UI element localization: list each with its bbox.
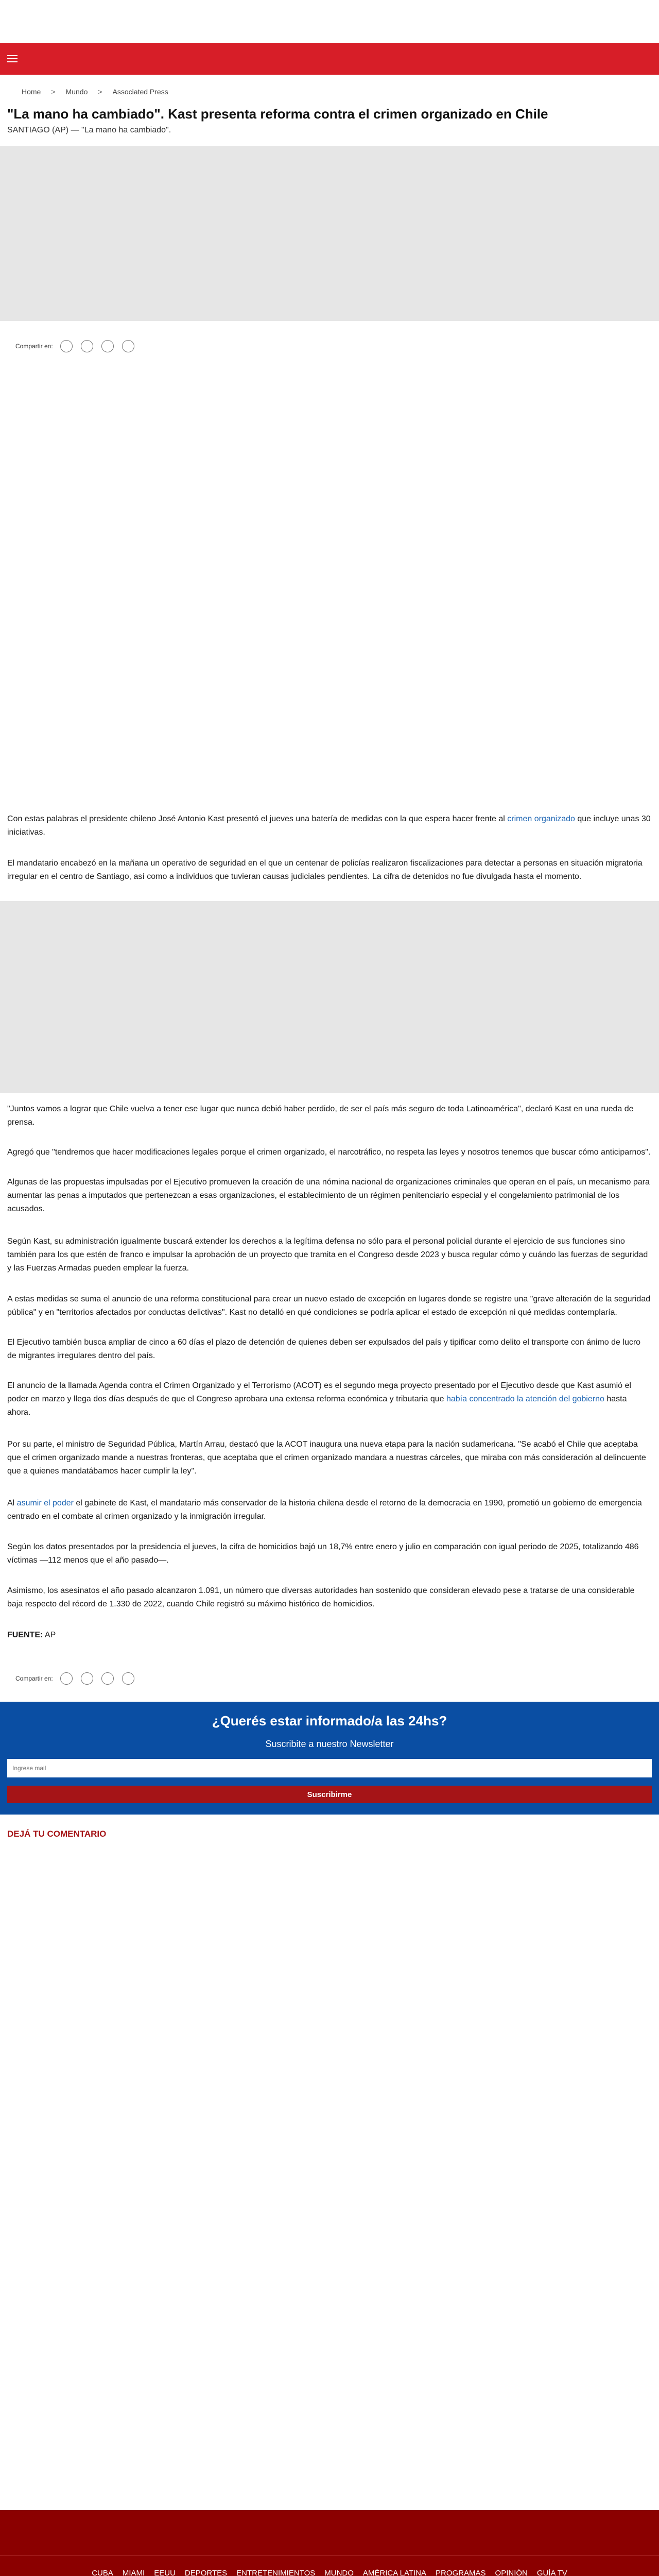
footer-nav-opinion[interactable]: OPINIÓN [495, 2569, 528, 2576]
facebook-icon[interactable] [60, 1672, 73, 1685]
breadcrumb-separator: > [98, 88, 102, 96]
footer-nav-guia-tv[interactable]: GUÍA TV [536, 2569, 567, 2576]
share-label: Compartir en: [15, 1675, 53, 1682]
whatsapp-icon[interactable] [101, 1672, 114, 1685]
featured-media [0, 146, 659, 321]
footer-nav-mundo[interactable]: MUNDO [324, 2569, 354, 2576]
article-paragraph: Según Kast, su administración igualmente buscará extender los derechos a la legítima defensa no sólo para el personal policial durante el ejercicio de sus funciones sino también para los que estén de franco e impulsar la aprobación de un proyecto que tramita en el Congreso desde 2023 y busca regular cómo y cuándo las fuerzas de seguridad y las Fuerzas Armadas pueden emplear la fuerza. [7, 1237, 648, 1273]
footer-nav-entretenimientos[interactable]: ENTRETENIMIENTOS [236, 2569, 316, 2576]
facebook-icon[interactable] [60, 340, 73, 352]
article-paragraph: "Juntos vamos a lograr que Chile vuelva a tener ese lugar que nunca debió haber perdido, de ser el país más seguro de toda Latinoamérica", declaró Kast en una rueda de prensa. [7, 1105, 634, 1127]
footer-nav-miami[interactable]: MIAMI [122, 2569, 145, 2576]
article-paragraph: Agregó que "tendremos que hacer modificaciones legales porque el crimen organizado, el narcotráfico, no respeta las leyes y nosotros tenemos que buscar cómo anticiparnos". [7, 1148, 651, 1157]
hamburger-icon[interactable] [7, 55, 18, 62]
twitter-icon[interactable] [81, 340, 93, 352]
article-paragraph: El mandatario encabezó en la mañana un operativo de seguridad en el que un centenar de policías realizaron fiscalizaciones para detectar a personas en situación migratoria irregular en el centro de Santiago, así como a individuos que tuvieran causas judiciales pendientes. La cifra de detenidos no fue divulgada hasta el momento. [7, 859, 643, 881]
newsletter-title: ¿Querés estar informado/a las 24hs? [212, 1713, 447, 1728]
article-title: "La mano ha cambiado". Kast presenta reforma contra el crimen organizado en Chile [7, 106, 548, 122]
site-header [0, 43, 659, 75]
inline-link[interactable]: crimen organizado [507, 815, 575, 823]
footer-nav-america-latina[interactable]: AMÉRICA LATINA [362, 2569, 427, 2576]
breadcrumb-home[interactable]: Home [22, 88, 41, 96]
footer-nav-programas[interactable]: PROGRAMAS [436, 2569, 486, 2576]
article-source [7, 1631, 56, 1640]
inline-link[interactable]: asumir el poder [16, 1499, 74, 1507]
top-spacer [0, 0, 659, 43]
article-paragraph: Al asumir el poder el gabinete de Kast, el mandatario más conservador de la historia chilena desde el retorno de la democracia en 1990, prometió un gobierno de emergencia centrado en el combate al crimen organizado y la inmigración irregular. [7, 1499, 642, 1521]
footer-nav-cuba[interactable]: CUBA [92, 2569, 113, 2576]
inline-link[interactable]: había concentrado la atención del gobierno [446, 1395, 604, 1403]
breadcrumb-associated-press[interactable]: Associated Press [112, 88, 168, 96]
whatsapp-icon[interactable] [101, 340, 114, 352]
inline-media [0, 901, 659, 1093]
breadcrumb-separator: > [51, 88, 56, 96]
comments-title: DEJÁ TU COMENTARIO [7, 1829, 107, 1839]
source-label: FUENTE: [7, 1631, 43, 1639]
footer-nav [0, 2569, 659, 2576]
article-paragraph: Por su parte, el ministro de Seguridad Pública, Martín Arrau, destacó que la ACOT inaugura una nueva etapa para la nación sudamericana. "Se acabó el Chile que aceptaba que el crimen organizado mande a nuestras fronteras, que aceptaba que el crimen organizado mandara a nuestras cárceles, que miraba con más consideración al delincuente que a quienes mandatábamos hacer cumplir la ley". [7, 1440, 646, 1476]
article-paragraph: El anuncio de la llamada Agenda contra el Crimen Organizado y el Terrorismo (ACOT) es el segundo mega proyecto presentado por el Ejecutivo desde que Kast asumió el poder en marzo y llega dos días después de que el Congreso aprobara una extensa reforma económica y tributaria que había concentrado la atención del gobierno hasta ahora. [7, 1381, 631, 1417]
newsletter-panel [0, 1702, 659, 1815]
newsletter-email-input[interactable] [7, 1759, 652, 1777]
breadcrumb [22, 88, 168, 96]
article-paragraph: Algunas de las propuestas impulsadas por el Ejecutivo promueven la creación de una nómina nacional de organizaciones criminales que operan en el país, un mecanismo para aumentar las penas a imputados que pertenezcan a esas organizaciones, el establecimiento de un régimen penitenciario especial y el congelamiento patrimonial de los acusados. [7, 1178, 650, 1213]
newsletter-subtitle: Suscribite a nuestro Newsletter [265, 1739, 394, 1749]
source-value: AP [44, 1631, 56, 1639]
site-footer [0, 2510, 659, 2576]
article-paragraph: Con estas palabras el presidente chileno José Antonio Kast presentó el jueves una batería de medidas con la que espera hacer frente al crimen organizado que incluye unas 30 iniciativas. [7, 815, 651, 837]
article-paragraph: Asimismo, los asesinatos el año pasado alcanzaron 1.091, un número que diversas autoridades han sostenido que consideran elevado pese a tratarse de una considerable baja respecto del récord de 1.330 de 2022, cuando Chile registró su máximo histórico de homicidios. [7, 1586, 635, 1608]
footer-nav-eeuu[interactable]: EEUU [154, 2569, 176, 2576]
share-bar [15, 340, 143, 352]
email-icon[interactable] [122, 340, 134, 352]
footer-nav-deportes[interactable]: DEPORTES [184, 2569, 228, 2576]
article-paragraph: A estas medidas se suma el anuncio de una reforma constitucional para crear un nuevo estado de excepción en lugares donde se registre una "grave alteración de la seguridad pública" y en "territorios afectados por conductas delictivas". Kast no detalló en qué condiciones se podría aplicar el estado de excepción ni qué medidas contemplaría. [7, 1295, 651, 1317]
share-bar-bottom [15, 1672, 143, 1685]
breadcrumb-mundo[interactable]: Mundo [65, 88, 88, 96]
email-icon[interactable] [122, 1672, 134, 1685]
article-paragraph: Según los datos presentados por la presidencia el jueves, la cifra de homicidios bajó un 18,7% entre enero y julio en comparación con igual periodo de 2025, totalizando 486 víctimas —112 menos que el año pasado—. [7, 1543, 639, 1565]
article-subtitle: SANTIAGO (AP) — "La mano ha cambiado". [7, 126, 171, 134]
twitter-icon[interactable] [81, 1672, 93, 1685]
footer-divider [0, 2555, 659, 2556]
article-paragraph: El Ejecutivo también busca ampliar de cinco a 60 días el plazo de detención de quienes deben ser expulsados del país y tipificar como delito el transporte con ánimo de lucro de migrantes irregulares dentro del país. [7, 1338, 641, 1360]
subscribe-button[interactable]: Suscribirme [7, 1786, 652, 1803]
share-label: Compartir en: [15, 343, 53, 350]
